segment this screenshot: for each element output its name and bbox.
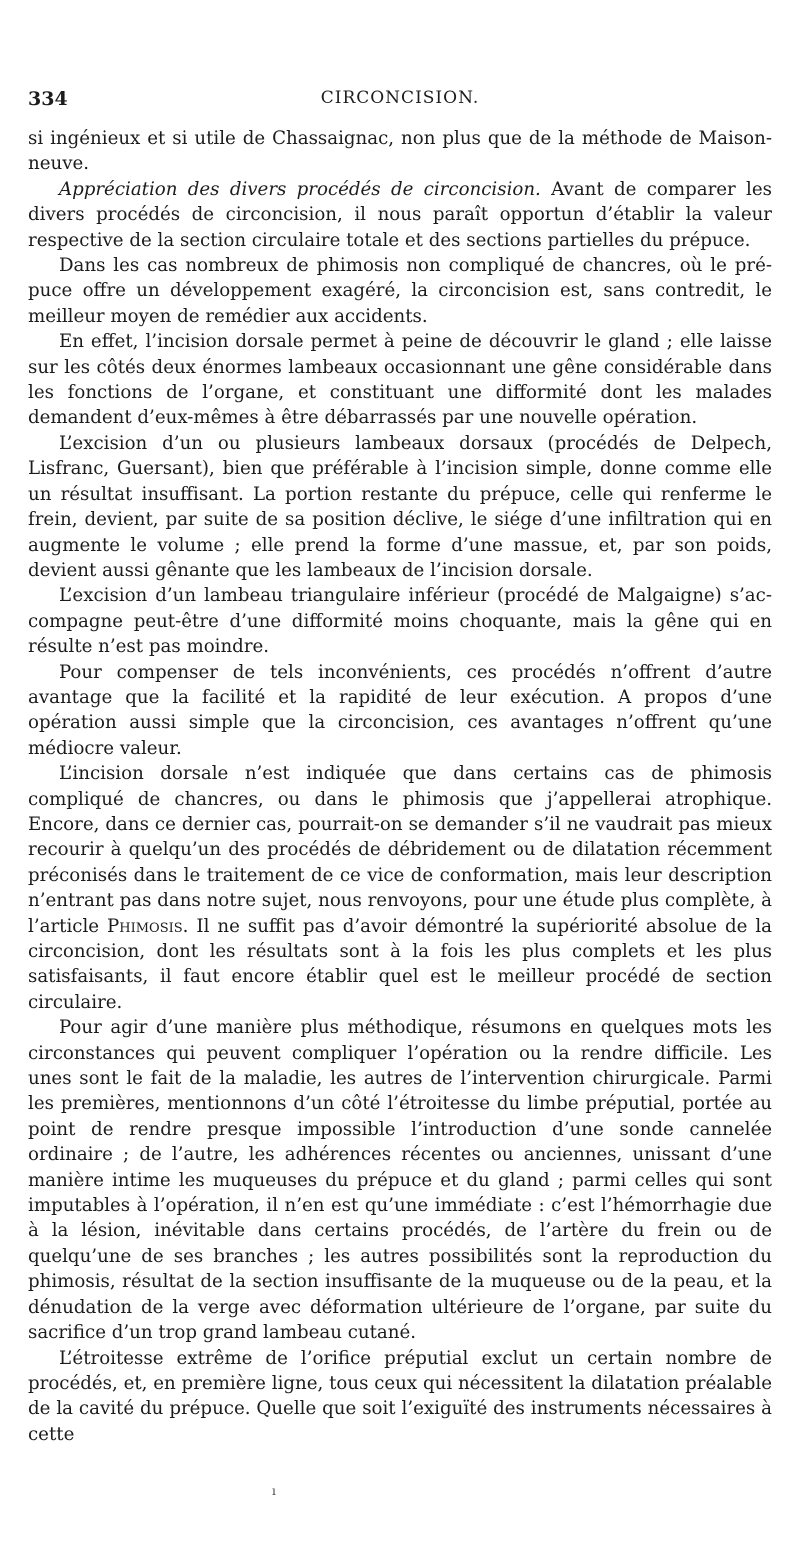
paragraph: L’étroitesse extrême de l’orifice préputial exclut un certain nombre de procédés, et, en première ligne, tous ceux qui nécessitent la dilatation préalable de la cavité du prépuce. Quelle que soit l’exiguïté des instruments nécessaires à cette: [28, 1347, 772, 1445]
paragraph: L’incision dorsale n’est indiquée que dans certains cas de phimosis compliqué de chancres, ou dans le phimosis que j’appellerai atrophique. Encore, dans ce dernier cas, pourrait-on se demander s’il ne vaudrait pas mieux recourir à quelqu’un des procédés de débridement ou de dilatation récemment préconisés dans le traitement de ce vice de conformation, mais leur description n’entrant pas dans notre sujet, nous renvoyons, pour une étude plus complète, à l’article Phimosis. Il ne suffit pas d’avoir démontré la supériorité absolue de la circoncision, dont les résultats sont à la fois les plus complets et les plus satisfaisants, il faut encore établir quel est le meilleur procédé de section circulaire.: [28, 763, 772, 1013]
section-heading: Appréciation des divers procédés de circoncision.: [58, 178, 541, 200]
paragraph: Pour agir d’une manière plus méthodique, résumons en quelques mots les circonstances qui peuvent compliquer l’opération ou la rendre difficile. Les unes sont le fait de la maladie, les autres de l’intervention chirurgicale. Parmi les premières, mentionnons d’un côté l’étroitesse du limbe préputial, portée au point de rendre presque impossible l’introduction d’une sonde cannelée ordinaire ; de l’autre, les adhérences récentes ou anciennes, unissant d’une manière intime les muqueuses du prépuce et du gland ; parmi celles qui sont imputables à l’opération, il n’en est qu’une immédiate : c’est l’hémorrhagie due à la lésion, inévitable dans certains procédés, de l’artère du frein ou de quelqu’une de ses branches ; les autres possibilités sont la reproduction du phimosis, résultat de la section insuffisante de la muqueuse ou de la peau, et la dénudation de la verge avec déformation ultérieure de l’organe, par suite du sacrifice d’un trop grand lambeau cutané.: [28, 1017, 772, 1344]
paragraph: L’excision d’un lambeau triangulaire inférieur (procédé de Malgaigne) s’accompagne peut-être d’une difformité moins choquante, mais la gêne qui en résulte n’est pas moindre.: [28, 585, 772, 658]
paragraph: Dans les cas nombreux de phimosis non compliqué de chancres, où le prépuce offre un développement exagéré, la circoncision est, sans contredit, le meilleur moyen de remédier aux accidents.: [28, 255, 772, 327]
body-text: [28, 126, 772, 1447]
paragraph: si ingénieux et si utile de Chassaignac, non plus que de la méthode de Maisonneuve.: [28, 128, 772, 175]
paragraph: Pour compenser de tels inconvénients, ces procédés n’offrent d’autre avantage que la facilité et la rapidité de leur exécution. A propos d’une opération aussi simple que la circoncision, ces avantages n’offrent qu’une médiocre valeur.: [28, 661, 772, 759]
page-header: [28, 88, 772, 122]
page-number: 334: [28, 88, 68, 110]
paragraph: En effet, l’incision dorsale permet à peine de découvrir le gland ; elle laisse sur les côtés deux énormes lambeaux occasionnant une gêne considérable dans les fonctions de l’organe, et constituant une difformité dont les malades demandent d’eux-mêmes à être débarrassés par une nouvelle opération.: [28, 331, 772, 429]
footer-mark: ı: [272, 1484, 276, 1498]
article-reference: Phimosis: [107, 915, 183, 937]
paragraph: L’excision d’un ou plusieurs lambeaux dorsaux (procédés de Delpech, Lisfranc, Guersant), bien que préférable à l’incision simple, donne comme elle un résultat insuffisant. La portion restante du prépuce, celle qui renferme le frein, devient, par suite de sa position déclive, le siége d’une infiltration qui en augmente le volume ; elle prend la forme d’une massue, et, par son poids, devient aussi gênante que les lambeaux de l’incision dorsale.: [28, 432, 772, 581]
running-title: CIRCONCISION.: [320, 88, 480, 108]
paragraph: Appréciation des divers procédés de circoncision. Avant de comparer les divers procédés de circoncision, il nous paraît opportun d’établir la valeur respective de la section circulaire totale et des sections partielles du prépuce.: [28, 178, 772, 251]
page: [28, 88, 772, 1447]
